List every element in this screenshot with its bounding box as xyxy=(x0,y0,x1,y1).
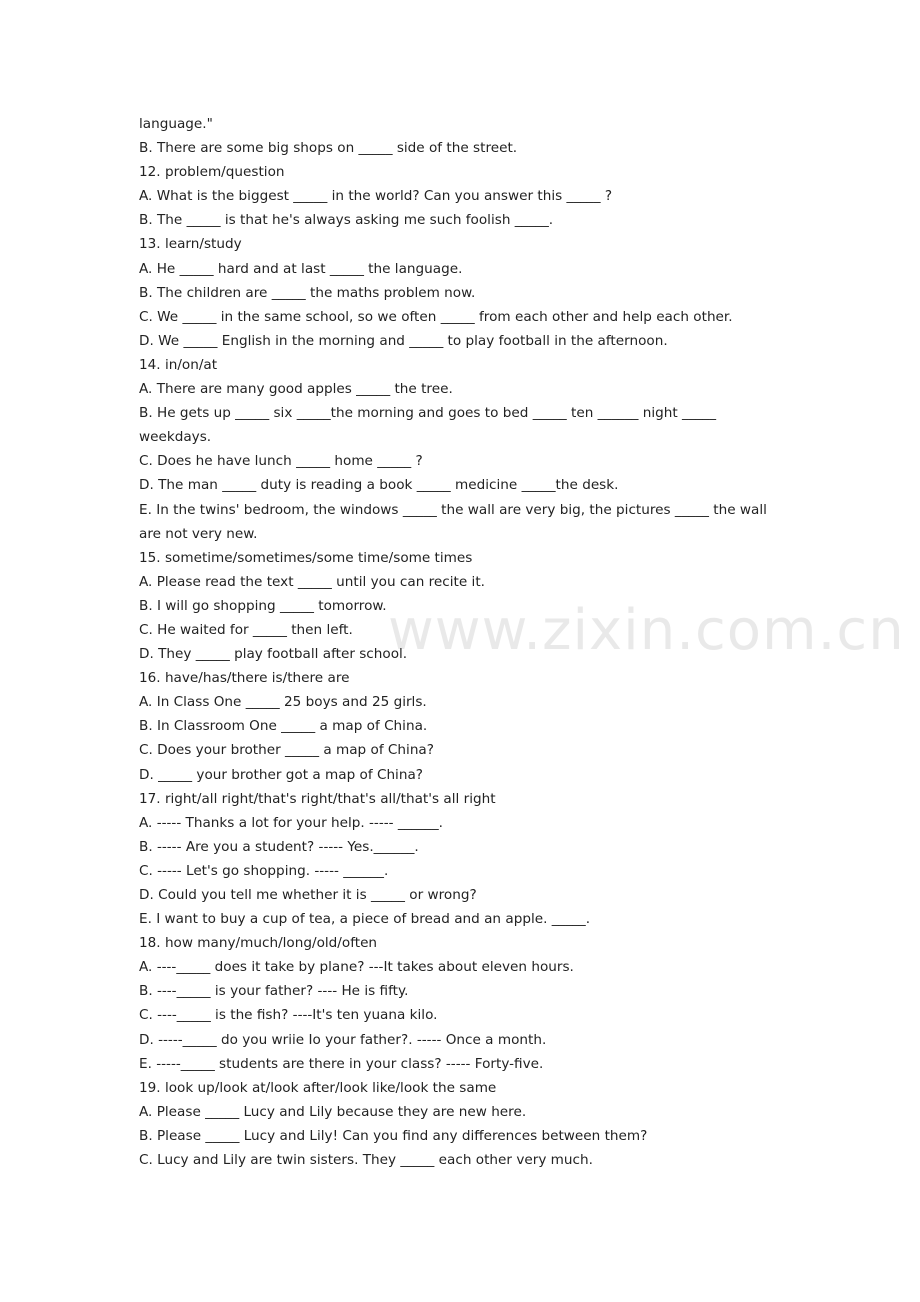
text-line: C. He waited for _____ then left. xyxy=(139,621,353,638)
text-line: C. We _____ in the same school, so we often _____ from each other and help each other. xyxy=(139,308,733,325)
text-line: D. _____ your brother got a map of China? xyxy=(139,766,423,783)
text-line: B. In Classroom One _____ a map of China. xyxy=(139,718,428,735)
text-line: C. Does your brother _____ a map of China? xyxy=(139,742,434,759)
text-line: B. The children are _____ the maths problem now. xyxy=(139,284,476,301)
text-line: D. We _____ English in the morning and _____ to play football in the afternoon. xyxy=(139,332,668,349)
section-heading: 13. learn/study xyxy=(139,236,242,253)
text-line: A. Please read the text _____ until you can recite it. xyxy=(139,573,485,590)
text-line: D. The man _____ duty is reading a book _____ medicine _____the desk. xyxy=(139,477,619,494)
text-line: C. Lucy and Lily are twin sisters. They _____ each other very much. xyxy=(139,1152,593,1169)
section-heading: 17. right/all right/that's right/that's all/that's all right xyxy=(139,790,496,807)
watermark: www.zixin.com.cn xyxy=(388,598,905,663)
text-line: B. Please _____ Lucy and Lily! Can you find any differences between them? xyxy=(139,1127,648,1144)
text-line: D. They _____ play football after school. xyxy=(139,646,408,663)
section-heading: 18. how many/much/long/old/often xyxy=(139,935,378,952)
text-line: B. I will go shopping _____ tomorrow. xyxy=(139,597,387,614)
exercise-text xyxy=(139,112,789,1172)
section-heading: 15. sometime/sometimes/some time/some times xyxy=(139,549,473,566)
text-line: B. ----_____ is your father? ---- He is fifty. xyxy=(139,983,409,1000)
text-line: A. In Class One _____ 25 boys and 25 girls. xyxy=(139,694,427,711)
text-line: C. ----_____ is the fish? ----It's ten yuana kilo. xyxy=(139,1007,438,1024)
section-heading: 14. in/on/at xyxy=(139,356,218,373)
text-line: A. Please _____ Lucy and Lily because they are new here. xyxy=(139,1103,527,1120)
text-line: E. In the twins' bedroom, the windows _____ the wall are very big, the pictures _____ the wall are not very new. xyxy=(139,501,767,542)
text-line: C. Does he have lunch _____ home _____ ? xyxy=(139,453,423,470)
text-line: A. He _____ hard and at last _____ the language. xyxy=(139,260,463,277)
text-line: D. Could you tell me whether it is _____ or wrong? xyxy=(139,887,477,903)
section-heading: 16. have/has/there is/there are xyxy=(139,670,350,687)
text-line: B. There are some big shops on _____ side of the street. xyxy=(139,140,518,157)
text-line: E. I want to buy a cup of tea, a piece of bread and an apple. _____. xyxy=(139,911,591,928)
text-line: A. ----_____ does it take by plane? ---It takes about eleven hours. xyxy=(139,959,574,976)
text-line: C. ----- Let's go shopping. ----- ______. xyxy=(139,862,389,879)
section-heading: 12. problem/question xyxy=(139,164,285,181)
text-line: A. There are many good apples _____ the tree. xyxy=(139,381,453,398)
text-line: B. He gets up _____ six _____the morning and goes to bed _____ ten ______ night _____ weekdays. xyxy=(139,405,717,446)
text-line: B. The _____ is that he's always asking me such foolish _____. xyxy=(139,212,554,229)
text-line: A. ----- Thanks a lot for your help. ----- ______. xyxy=(139,814,443,831)
text-line: D. -----_____ do you wriie Io your father?. ----- Once a month. xyxy=(139,1031,547,1048)
section-heading: 19. look up/look at/look after/look like/look the same xyxy=(139,1079,497,1096)
text-line: language." xyxy=(139,116,213,132)
text-line: E. -----_____ students are there in your class? ----- Forty-five. xyxy=(139,1055,544,1072)
text-line: A. What is the biggest _____ in the world? Can you answer this _____ ? xyxy=(139,188,613,205)
text-line: B. ----- Are you a student? ----- Yes.______. xyxy=(139,838,419,855)
